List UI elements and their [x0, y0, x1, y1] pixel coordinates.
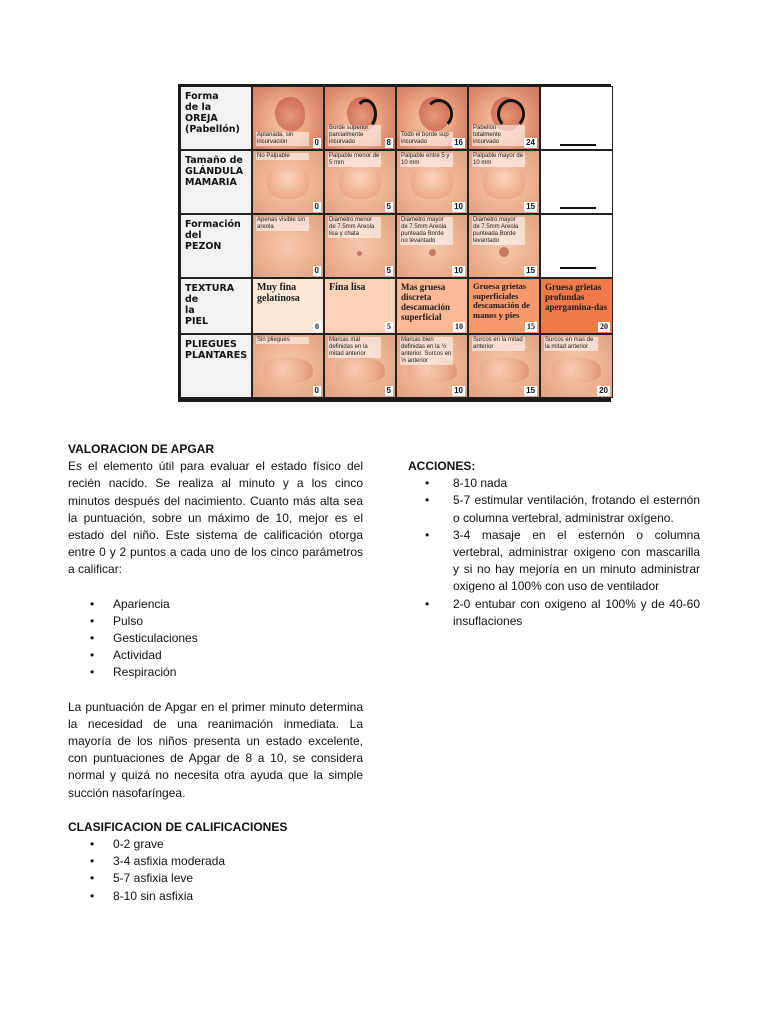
plantar-cell-10 — [396, 334, 468, 398]
cell-caption: Muy fina gelatinosa — [257, 282, 300, 304]
ear-cell-8 — [324, 86, 396, 150]
cell-score: 20 — [599, 386, 608, 395]
cell-score: 0 — [314, 138, 319, 147]
plantar-cell-20 — [540, 334, 613, 398]
cell-caption: Diametro menor de 7.5mm Areola lisa y chata — [328, 217, 381, 238]
cell-score: 5 — [386, 386, 391, 395]
baby-illustration — [483, 163, 525, 199]
apgar-intro: Es el elemento útil para evaluar el estado físico del recién nacido. Se realiza al minuto y a los cinco minutos después del nacimiento. Cuanto más alta sea la puntuación, sobre un máximo de 10, mejor es el estado del niño. Este sistema de calificación otorga entre 0 y 2 puntos a cada uno de los cinco parámetros a calificar: — [68, 459, 363, 577]
cell-score: 10 — [454, 266, 463, 275]
cell-caption: Surcos en la mitad anterior — [472, 337, 525, 351]
cell-caption: Palpable menor de 5 mm — [329, 153, 380, 166]
cell-score: 5 — [386, 202, 391, 211]
foot-illustration — [263, 357, 313, 383]
ear-cell-24 — [468, 86, 540, 150]
nipple-illustration — [357, 251, 362, 256]
baby-illustration — [411, 163, 453, 199]
empty-cell — [540, 86, 613, 150]
nipple-cell-0 — [252, 214, 324, 278]
cell-score: 15 — [526, 386, 535, 395]
cell-caption: Palpable entre 5 y 10 mm — [400, 153, 453, 167]
gland-cell-5 — [324, 150, 396, 214]
row-label-pliegues: PLIEGUES PLANTARES — [180, 334, 252, 398]
cell-score: 15 — [526, 266, 535, 275]
list-item: • Apariencia — [68, 596, 363, 613]
cell-caption: Diametro mayor de 7.5mm Areola punteada Borde no levantado — [400, 217, 453, 245]
row-label-glandula: Tamaño de GLÁNDULA MAMARIA — [180, 150, 252, 214]
acciones-section — [408, 458, 700, 630]
cell-score: 15 — [526, 202, 535, 211]
cell-caption: Diametro mayor de 7.5mm Areola punteada Borde levantado — [472, 217, 525, 245]
list-item: • 2-0 entubar con oxigeno al 100% y de 40-60 insuflaciones — [408, 596, 700, 630]
list-item: • 8-10 nada — [408, 475, 700, 492]
answer-blank-line — [560, 144, 596, 146]
cell-score: 0 — [314, 266, 319, 275]
ear-cell-16 — [396, 86, 468, 150]
apgar-section — [68, 441, 363, 905]
cell-caption: Borde superior parcialmente incurvado — [328, 125, 381, 146]
answer-blank-line — [560, 267, 596, 269]
apgar-title: VALORACION DE APGAR — [68, 442, 215, 456]
nipple-cell-15 — [468, 214, 540, 278]
plantar-cell-5 — [324, 334, 396, 398]
cell-score: 5 — [387, 322, 391, 331]
ear-curve-mark — [425, 99, 453, 129]
gland-cell-0 — [252, 150, 324, 214]
cell-caption: Apenas visible sin areola — [256, 217, 309, 231]
cell-caption: Palpable mayor de 10 mm — [473, 153, 524, 166]
baby-illustration — [339, 163, 381, 199]
list-item: • 3-4 asfixia moderada — [68, 853, 363, 870]
cell-score: 24 — [526, 138, 535, 147]
list-item: • Gesticulaciones — [68, 630, 363, 647]
apgar-parameters-list — [68, 596, 363, 682]
texture-cell-20 — [540, 278, 613, 334]
cell-caption: Aplanada, sin incurvación — [256, 132, 309, 146]
cell-caption: Fina lisa — [329, 282, 366, 293]
list-item: • Actividad — [68, 647, 363, 664]
foot-illustration — [551, 357, 601, 383]
cell-score: 8 — [386, 138, 391, 147]
nipple-cell-5 — [324, 214, 396, 278]
acciones-title: ACCIONES: — [408, 459, 476, 473]
plantar-cell-0 — [252, 334, 324, 398]
row-label-textura: TEXTURA de la PIEL — [180, 278, 252, 334]
cell-score: 5 — [386, 266, 391, 275]
cell-caption: Sin pliegues — [256, 337, 309, 344]
answer-blank-line — [560, 207, 596, 209]
gland-cell-15 — [468, 150, 540, 214]
cell-caption: Surcos en mas de la mitad anterior — [544, 337, 598, 351]
row-label-oreja: Forma de la OREJA (Pabellón) — [180, 86, 252, 150]
capurro-table — [178, 84, 611, 402]
list-item: • 0-2 grave — [68, 836, 363, 853]
nipple-illustration — [499, 247, 509, 257]
texture-cell-0 — [252, 278, 324, 334]
list-item: • 8-10 sin asfixia — [68, 888, 363, 905]
cell-caption: Marcas bien definidas en la ½ anterior. Surcos en ⅓ anterior — [401, 337, 452, 364]
plantar-cell-15 — [468, 334, 540, 398]
cell-score: 10 — [455, 322, 463, 331]
gland-cell-10 — [396, 150, 468, 214]
cell-score: 10 — [454, 202, 463, 211]
classification-title: CLASIFICACION DE CALIFICACIONES — [68, 819, 288, 834]
cell-score: 0 — [314, 202, 319, 211]
cell-score: 10 — [454, 386, 463, 395]
cell-score: 0 — [315, 322, 319, 331]
foot-illustration — [479, 357, 529, 383]
row-label-pezon: Formación del PEZON — [180, 214, 252, 278]
cell-score: 16 — [454, 138, 463, 147]
list-item: • Pulso — [68, 613, 363, 630]
classification-list — [68, 836, 363, 905]
cell-caption: Todo el borde sup incurvado — [400, 132, 453, 146]
foot-illustration — [335, 357, 385, 383]
nipple-illustration — [429, 249, 436, 256]
texture-cell-10 — [396, 278, 468, 334]
list-item: • 3-4 masaje en el esternón o columna vertebral, administrar oxigeno con mascarilla y si no hay mejoría en un minuto administrar oxigeno al 100% con uso de ventilador — [408, 527, 700, 596]
cell-score: 15 — [527, 322, 535, 331]
ear-illustration — [275, 97, 305, 131]
apgar-paragraph: La puntuación de Apgar en el primer minuto determina la necesidad de una reanimación inmediata. La mayoría de los niños presenta un estado excelente, con puntuaciones de Apgar de 8 a 10, se considera normal y quizá no necesita otra ayuda que la simple succión nasofaríngea. — [68, 699, 363, 800]
cell-caption: Gruesa grietas superficiales descamación de manos y pies — [473, 281, 530, 320]
ear-cell-0 — [252, 86, 324, 150]
baby-illustration — [267, 163, 309, 199]
cell-caption: Marcas mal definidas en la mitad anterior — [328, 337, 381, 358]
empty-cell — [540, 150, 613, 214]
cell-caption: Mas gruesa discreta descamación superficial — [401, 282, 450, 322]
cell-caption: No Palpable — [256, 153, 309, 160]
cell-score: 0 — [314, 386, 319, 395]
cell-caption: Gruesa grietas profundas apergamina-das — [545, 282, 608, 312]
nipple-cell-10 — [396, 214, 468, 278]
texture-cell-5 — [324, 278, 396, 334]
acciones-list — [408, 475, 700, 630]
texture-cell-15 — [468, 278, 540, 334]
cell-score: 20 — [600, 322, 608, 331]
cell-caption: Pabellón totalmente incurvado — [472, 125, 525, 146]
list-item: • Respiración — [68, 664, 363, 681]
list-item: • 5-7 estimular ventilación, frotando el esternón o columna vertebral, administrar oxígeno. — [408, 492, 700, 526]
list-item: • 5-7 asfixia leve — [68, 870, 363, 887]
